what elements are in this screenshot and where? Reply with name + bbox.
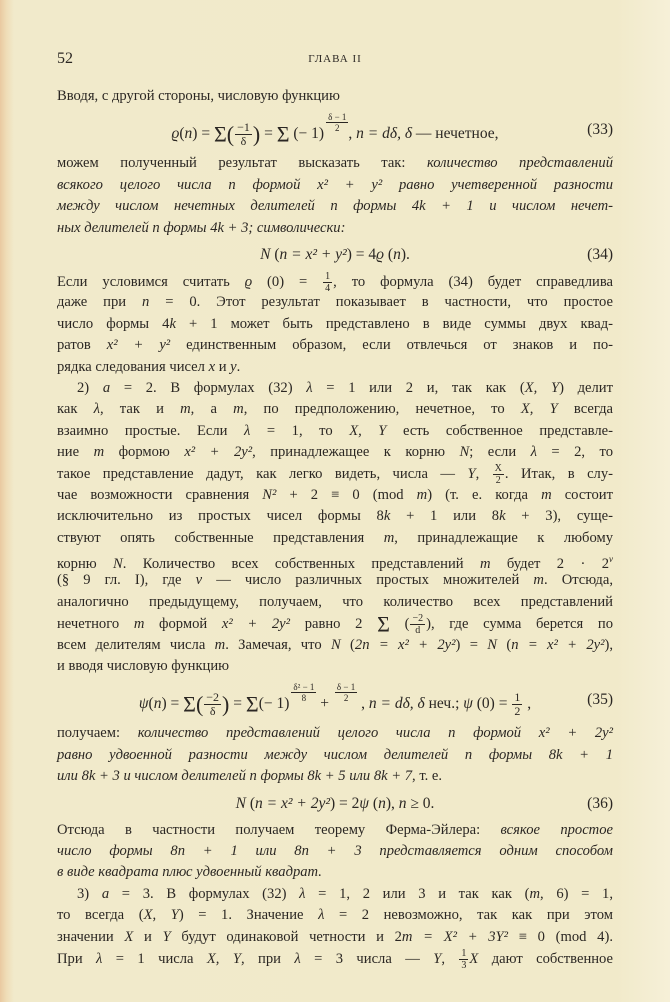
text: ) = [192, 125, 214, 143]
text: ) = 1. Значение [178, 907, 319, 924]
text-line [57, 927, 613, 948]
text: ( [384, 245, 394, 263]
italic-text: m [383, 529, 395, 546]
text-line [57, 884, 613, 905]
fraction [512, 691, 522, 718]
text: неч.; [424, 695, 464, 713]
text: ( [340, 636, 355, 653]
text: , принадлежащее к корню [252, 444, 460, 461]
denominator: δ [240, 134, 247, 149]
italic-text: N [330, 636, 341, 653]
text-line [57, 218, 613, 239]
italic-text: n = dδ, δ [356, 125, 413, 143]
text: ; если [469, 444, 531, 461]
text: + 1 может быть представлено в виде суммы двух квад- [175, 315, 614, 332]
italic-text: m = X² + 3Y² [401, 928, 509, 945]
text-line [57, 656, 613, 677]
text: ) (т. е. когда [427, 486, 542, 503]
italic-text: x² + 2y² [221, 616, 291, 633]
italic-text: x² + y² [106, 337, 171, 354]
text: ), [385, 794, 399, 812]
math-symbol: ) [222, 691, 230, 717]
italic-text: λ [299, 885, 306, 902]
text: , при [240, 950, 295, 967]
italic-text: n = x² + 2y² [255, 794, 330, 812]
text: ратов [57, 337, 107, 354]
text: . Отсюда, [543, 572, 613, 589]
text-line [57, 485, 613, 506]
italic-text: λ [530, 444, 537, 461]
italic-text: число формы 8n + 1 или 8n + 3 представляется одним способом [57, 842, 613, 859]
text: , [441, 950, 459, 967]
italic-text: ν [195, 572, 203, 589]
italic-text: n [378, 794, 386, 812]
text: ), [604, 636, 614, 653]
equation [57, 788, 613, 820]
text-line [57, 463, 613, 487]
text: ( [389, 616, 410, 633]
italic-text: n [398, 794, 407, 812]
italic-text: всякое простое [500, 821, 613, 838]
equation-body [171, 112, 498, 148]
math-symbol: Σ [213, 121, 227, 147]
text-line [57, 528, 613, 549]
text-line [57, 766, 613, 787]
equation-number: (33) [587, 121, 613, 139]
math-symbol: ) [252, 121, 261, 147]
italic-text: n = x² + 2y² [511, 636, 605, 653]
text-line [57, 86, 613, 107]
text: ( [148, 695, 154, 713]
text: ) = [455, 636, 488, 653]
text: ( [369, 794, 379, 812]
italic-text: всякого целого числа n формой x² + y² равно учетверенной разности [57, 176, 613, 193]
fraction [235, 121, 252, 148]
text: = 3 числа — [300, 950, 434, 967]
italic-text: N² [262, 486, 277, 503]
text: = 1, то [250, 422, 350, 439]
numerator: 1 [325, 270, 331, 282]
text: , так и [99, 401, 181, 418]
running-head: ГЛАВА II [308, 53, 362, 65]
text: — нечетное, [412, 125, 499, 143]
text: будет 2 · 2 [490, 555, 610, 572]
math-symbol: ( [195, 691, 204, 717]
fraction [493, 463, 504, 486]
text-line [57, 175, 613, 196]
text-line [57, 196, 613, 217]
italic-text: m [533, 572, 544, 589]
italic-text: ψ [138, 695, 149, 713]
text-line [57, 335, 613, 356]
text-line [57, 635, 613, 656]
italic-text: m [93, 444, 105, 461]
text-line [57, 723, 613, 744]
text-line [57, 549, 613, 570]
text: . Замечая, что [225, 636, 331, 653]
italic-text: m [541, 486, 552, 503]
superscript: ν [609, 554, 614, 565]
italic-text: количество представлений целого числа n формой x² + 2y² [137, 725, 613, 742]
text: Вводя, с другой стороны, числовую функцию [57, 88, 340, 104]
text: нечетного [57, 616, 134, 633]
equation-number: (35) [587, 691, 613, 709]
text: , [523, 695, 532, 713]
text: (0) = [472, 695, 512, 713]
text: исключительно из простых чисел формы 8 [57, 508, 384, 525]
italic-text: m [180, 401, 191, 418]
text-line [57, 905, 613, 926]
text: + 3), суще- [505, 508, 613, 525]
text: = 1 числа [102, 950, 207, 967]
italic-text: Y [467, 466, 476, 483]
text: . Итак, в слу- [504, 466, 613, 483]
text-line [57, 153, 613, 174]
denominator: 8 [301, 693, 307, 704]
math-symbol: Σ [377, 611, 390, 637]
text: (0) = [252, 273, 323, 290]
italic-text: N [113, 555, 123, 572]
text: , 6) = 1, [540, 885, 613, 902]
text: (− 1) [289, 125, 325, 143]
text: рядка следования чисел [57, 358, 209, 375]
numerator: X [494, 463, 502, 475]
text: + [316, 695, 333, 713]
italic-text: x² + 2y² [184, 444, 253, 461]
text: , принадлежащие к любому [394, 529, 613, 546]
text-line [57, 357, 613, 378]
text-line [57, 841, 613, 862]
text: , [357, 695, 369, 713]
text-line [57, 745, 613, 766]
italic-text: ϱ [244, 273, 253, 290]
text: ≥ 0. [406, 794, 435, 812]
exponent-fraction [335, 682, 357, 703]
denominator: 2 [343, 693, 349, 704]
text: значении [57, 928, 125, 945]
text: ) делит [559, 379, 613, 396]
text: ) = [161, 695, 184, 713]
math-symbol: Σ [245, 691, 259, 717]
italic-text: ψ [359, 794, 370, 812]
italic-text: n [142, 294, 150, 311]
equation-body [236, 795, 435, 813]
text: = 3. В формулах (32) [109, 885, 300, 902]
italic-text: N [459, 444, 470, 461]
math-symbol: Σ [183, 691, 196, 717]
text: чае возможности сравнения [57, 486, 263, 503]
fraction [204, 691, 221, 718]
text-line [57, 271, 613, 292]
italic-text: m [416, 486, 428, 503]
math-symbol: ( [226, 121, 235, 147]
text: , [475, 466, 492, 483]
text: (− 1) [258, 695, 290, 713]
text: = 2. В формулах (32) [110, 379, 307, 396]
text-line [57, 399, 613, 420]
italic-text: λ [294, 950, 301, 967]
italic-text: n [153, 695, 162, 713]
text: 3) [77, 885, 102, 902]
text: , [348, 125, 357, 143]
text: всем делителям числа [57, 636, 215, 653]
text-line [57, 570, 613, 591]
text: ). [400, 245, 410, 263]
text: и [215, 358, 231, 375]
text: = 0. Этот результат показывает в частности, что простое [149, 294, 613, 311]
italic-text: Y [162, 928, 171, 945]
text: ( [179, 125, 185, 143]
text: то всегда ( [57, 907, 144, 924]
italic-text: k [169, 315, 176, 332]
italic-text: N [487, 636, 497, 653]
italic-text: a [101, 885, 110, 902]
fraction [459, 948, 468, 971]
text: взаимно простые. Если [57, 422, 244, 439]
text: формою [104, 444, 185, 461]
italic-text: Y [433, 950, 442, 967]
text: = 1 или 2 и, так как ( [312, 379, 525, 396]
italic-text: между числом нечетных делителей n формы 4k + 1 и числом нечет- [57, 198, 613, 215]
equation-number: (34) [587, 245, 613, 263]
italic-text: X, Y [524, 379, 560, 396]
italic-text: ных делителей n формы 4k + 3; символически: [57, 219, 346, 236]
text: аналогично предыдущему, получаем, что количество всех представлений [57, 593, 613, 610]
text-line [57, 592, 613, 613]
numerator: δ² − 1 [293, 682, 315, 693]
equation [57, 677, 613, 723]
numerator: δ − 1 [336, 682, 356, 693]
text: получаем: [57, 725, 138, 742]
italic-text: λ [96, 950, 103, 967]
text: формой [144, 616, 222, 633]
italic-text: X, Y [520, 401, 558, 418]
text: равно 2 [290, 616, 378, 633]
text-line [57, 292, 613, 313]
text: число формы 4 [57, 315, 170, 332]
text: . [236, 358, 241, 375]
italic-text: k [499, 508, 506, 525]
text: (§ 9 гл. I), где [57, 572, 196, 589]
text-line [57, 421, 613, 442]
text: как [57, 401, 94, 418]
italic-text: N [260, 245, 271, 263]
text: , по предположению, нечетное, то [243, 401, 521, 418]
italic-text: 2n = x² + 2y² [354, 636, 456, 653]
italic-text: m [214, 636, 226, 653]
text: состоит [551, 486, 613, 503]
text: = [260, 125, 277, 143]
text-line [57, 948, 613, 969]
text: Если условимся считать [57, 273, 245, 290]
text-line [57, 378, 613, 399]
text: единственным образом, если отвлечься от знаков и по- [170, 337, 613, 354]
italic-text: x [208, 358, 216, 375]
italic-text: λ [93, 401, 100, 418]
text: При [57, 950, 97, 967]
italic-text: N [235, 794, 246, 812]
denominator: 4 [325, 282, 331, 294]
text: корню [57, 555, 114, 572]
text: + 1 или 8 [390, 508, 500, 525]
italic-text: или 8k + 3 и числом делителей n формы 8k + 5 или 8k + 7 [57, 768, 413, 785]
denominator: 3 [461, 959, 467, 971]
italic-text: ϱ [376, 245, 385, 263]
text: = 1, 2 или 3 и так как ( [305, 885, 530, 902]
equation-body [139, 682, 531, 718]
italic-text: X [124, 928, 134, 945]
text: ) = 4 [346, 245, 377, 263]
text: ) = 2 [329, 794, 360, 812]
equation [57, 107, 613, 153]
italic-text: количество представлений [426, 155, 614, 172]
text: = 2 невозможно, так как при этом [324, 907, 613, 924]
equation [57, 239, 613, 271]
text-line [57, 611, 613, 637]
numerator: −1 [237, 120, 250, 135]
italic-text: X [469, 950, 479, 967]
text: будут одинаковой четности и 2 [170, 928, 402, 945]
text: ( [497, 636, 512, 653]
italic-text: n [393, 245, 401, 263]
text: = [229, 695, 246, 713]
denominator: 2 [334, 123, 340, 134]
text: — число различных простых множителей [202, 572, 534, 589]
text: + 2 ≡ 0 (mod [276, 486, 417, 503]
text-line [57, 314, 613, 335]
italic-text: X, Y [206, 950, 241, 967]
text: ствуют опять собственные представления [57, 529, 384, 546]
italic-text: в виде квадрата плюс удвоенный квадрат. [57, 864, 322, 881]
italic-text: ϱ [171, 125, 180, 143]
text: дают собственное [478, 950, 614, 967]
text-line [57, 506, 613, 527]
italic-text: m [529, 885, 540, 902]
italic-text: λ [243, 422, 251, 439]
text-line [57, 862, 613, 883]
numerator: δ − 1 [328, 112, 347, 123]
fraction [323, 271, 332, 294]
text: можем полученный результат высказать так: [57, 155, 427, 172]
italic-text: n = x² + y² [279, 245, 347, 263]
italic-text: X, Y [143, 907, 179, 924]
denominator: 2 [495, 475, 501, 487]
text: = 2, то [536, 444, 614, 461]
italic-text: n [184, 125, 193, 143]
text-line [57, 820, 613, 841]
text: 2) [77, 379, 103, 396]
denominator: δ [209, 704, 216, 719]
text: , то формула (34) будет справедлива [333, 273, 613, 290]
italic-text: a [102, 379, 111, 396]
denominator: 2 [514, 704, 521, 719]
numerator: 1 [461, 947, 467, 959]
italic-text: m [479, 555, 491, 572]
text: ние [57, 444, 94, 461]
text: всегда [557, 401, 614, 418]
text: ( [245, 794, 255, 812]
text: и вводя числовую функцию [57, 657, 230, 674]
equation-body [260, 246, 410, 264]
italic-text: равно удвоенной разности между числом делителей n формы 8k + 1 [57, 746, 613, 763]
text: и [133, 928, 163, 945]
italic-text: λ [306, 379, 313, 396]
italic-text: n = dδ, δ [368, 695, 425, 713]
text: такое представление дадут, как легко видеть, числа — [57, 466, 468, 483]
exponent-fraction [291, 682, 316, 703]
text: ≡ 0 (mod 4). [508, 928, 613, 945]
text: ( [270, 245, 280, 263]
text-line [57, 442, 613, 463]
text: , а [190, 401, 234, 418]
italic-text: X, Y [349, 422, 387, 439]
page-body [57, 86, 613, 969]
denominator: d [415, 625, 421, 637]
text: ), где сумма берется по [426, 616, 613, 633]
text: есть собственное представле- [386, 422, 613, 439]
text: Отсюда в частности получаем теорему Ферма-Эйлера: [57, 821, 501, 838]
fraction [410, 613, 425, 636]
italic-text: λ [318, 907, 325, 924]
italic-text: k [383, 508, 391, 525]
numerator: −2 [412, 613, 424, 625]
equation-number: (36) [587, 794, 613, 812]
italic-text: y [230, 358, 237, 375]
numerator: −2 [206, 690, 220, 705]
text: . Количество всех собственных представлений [122, 555, 480, 572]
italic-text: m [233, 401, 244, 418]
text: даже при [57, 294, 142, 311]
text: , т. е. [412, 768, 443, 785]
exponent-fraction [326, 112, 348, 133]
page-number: 52 [57, 50, 73, 67]
math-symbol: Σ [276, 121, 290, 147]
italic-text: m [133, 616, 145, 633]
numerator: 1 [514, 690, 521, 705]
italic-text: ψ [463, 695, 473, 713]
